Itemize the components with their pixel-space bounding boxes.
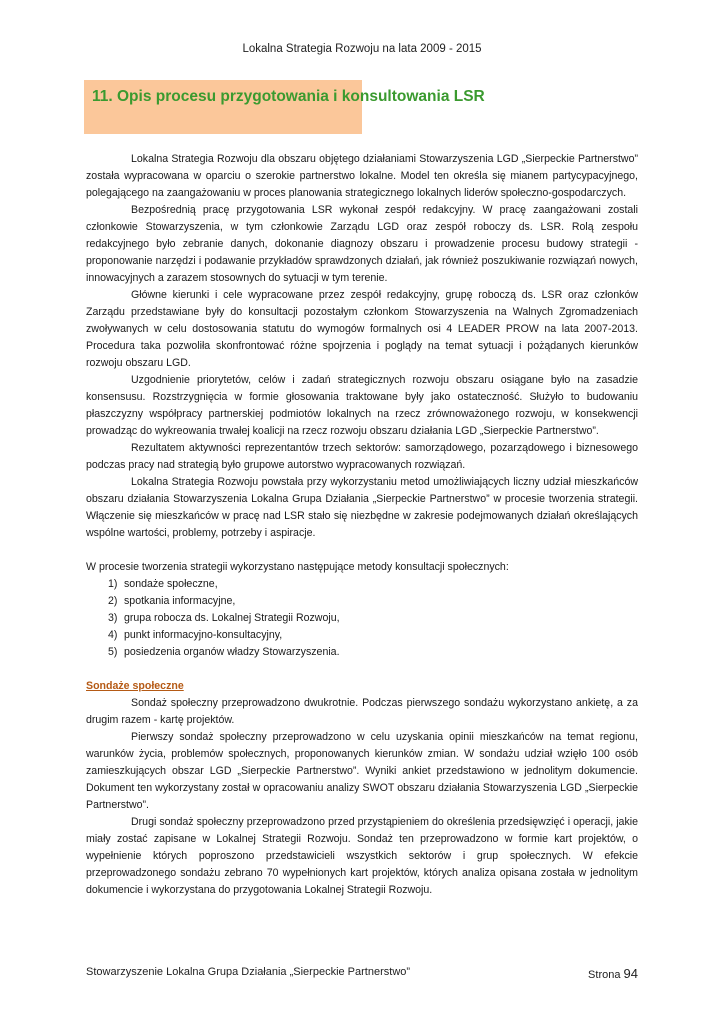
section-title: 11. Opis procesu przygotowania i konsultowania LSR: [92, 88, 485, 105]
methods-intro: W procesie tworzenia strategii wykorzystano następujące metody konsultacji społecznych:: [86, 561, 509, 573]
running-footer: [86, 966, 638, 981]
subsection-heading: Sondaże społeczne: [86, 680, 184, 692]
page-number: Strona 94: [588, 966, 638, 981]
list-item: 5) posiedzenia organów władzy Stowarzyszenia.: [108, 646, 340, 658]
list-item: 3) grupa robocza ds. Lokalnej Strategii Rozwoju,: [108, 612, 340, 624]
paragraph: Główne kierunki i cele wypracowane przez zespół redakcyjny, grupę roboczą ds. LSR oraz członków Zarządu przedstawiane były do konsultacji pozostałym członkom Stowarzyszenia na Walnych Zgromadzeniach zwoływanych w celu dostosowania statutu do wymogów formalnych osi 4 LEADER PROW na lata 2007-2013. Procedura taka pozwoliła skonfrontować różne spojrzenia i poglądy na temat sytuacji i pożądanych kierunków rozwoju obszaru LGD.: [86, 289, 638, 369]
paragraph: Rezultatem aktywności reprezentantów trzech sektorów: samorządowego, pozarządowego i biznesowego podczas pracy nad strategią było grupowe autorstwo wypracowanych rozwiązań.: [86, 442, 638, 471]
list-item: 2) spotkania informacyjne,: [108, 595, 236, 607]
paragraph: Lokalna Strategia Rozwoju dla obszaru objętego działaniami Stowarzyszenia LGD „Sierpeckie Partnerstwo” została wypracowana w oparciu o szerokie partnerstwo lokalne. Model ten określa się mianem partycypacyjnego, polegającego na zaangażowaniu w proces planowania strategicznego lokalnych liderów społeczno-gospodarczych.: [86, 153, 638, 199]
paragraph: Pierwszy sondaż społeczny przeprowadzono w celu uzyskania opinii mieszkańców na temat regionu, warunków życia, problemów społecznych, proponowanych kierunków zmian. W sondażu udział wzięło 100 osób zamieszkujących obszar LGD „Sierpeckie Partnerstwo”. Wyniki ankiet przedstawiono w jednolitym dokumencie. Dokument ten wykorzystany został w opracowaniu analizy SWOT obszaru działania Stowarzyszenia LGD „Sierpeckie Partnerstwo”.: [86, 731, 638, 811]
body-text: [86, 151, 638, 899]
list-item: 4) punkt informacyjno-konsultacyjny,: [108, 629, 283, 641]
paragraph: Sondaż społeczny przeprowadzono dwukrotnie. Podczas pierwszego sondażu wykorzystano ankietę, a za drugim razem - kartę projektów.: [86, 697, 638, 726]
list-item: 1) sondaże społeczne,: [108, 578, 218, 590]
paragraph: Lokalna Strategia Rozwoju powstała przy wykorzystaniu metod umożliwiających liczny udział mieszkańców obszaru działania Stowarzyszenia Lokalna Grupa Działania „Sierpeckie Partnerstwo” w procesie tworzenia strategii. Włączenie się mieszkańców w pracę nad LSR stało się niezbędne w zakresie podejmowanych działań określających wspólne wartości, problemy, potrzeby i aspiracje.: [86, 476, 638, 539]
running-header: Lokalna Strategia Rozwoju na lata 2009 - 2015: [242, 43, 482, 55]
paragraph: Uzgodnienie priorytetów, celów i zadań strategicznych rozwoju obszaru osiągane było na zasadzie konsensusu. Rozstrzygnięcia w formie głosowania traktowane były jako ostateczność. Służyło to budowaniu płaszczyzny współpracy partnerskiej podmiotów lokalnych na rzecz zrównoważonego rozwoju, w konsekwencji prowadząc do wykreowania trwałej koalicji na rzecz rozwoju obszaru działania LGD „Sierpeckie Partnerstwo”.: [86, 374, 638, 437]
methods-list: [86, 576, 638, 661]
paragraph: Drugi sondaż społeczny przeprowadzono przed przystąpieniem do określenia przedsięwzięć i operacji, jakie miały zostać zapisane w Lokalnej Strategii Rozwoju. Sondaż ten przeprowadzono w formie kart projektów, o wypełnienie których poproszono przedstawicieli wszystkich sektorów i grup społecznych. W efekcie przeprowadzonego sondażu zebrano 70 wypełnionych kart projektów, których analiza opisana została w jednolitym dokumencie i wykorzystana do przygotowania Lokalnej Strategii Rozwoju.: [86, 816, 638, 896]
paragraph: Bezpośrednią pracę przygotowania LSR wykonał zespół redakcyjny. W pracę zaangażowani zostali członkowie Stowarzyszenia, w tym członkowie Zarządu LGD oraz zespół roboczy ds. LSR. Rolą zespołu redakcyjnego było zebranie danych, dokonanie diagnozy obszaru i prowadzenie procesu budowy strategii - proponowanie narzędzi i podawanie przykładów sprawdzonych działań, jak również poszukiwanie rozwiązań nowych, innowacyjnych a zarazem stosownych do sytuacji w tym terenie.: [86, 204, 638, 284]
footer-organization: Stowarzyszenie Lokalna Grupa Działania „Sierpeckie Partnerstwo”: [86, 966, 411, 978]
